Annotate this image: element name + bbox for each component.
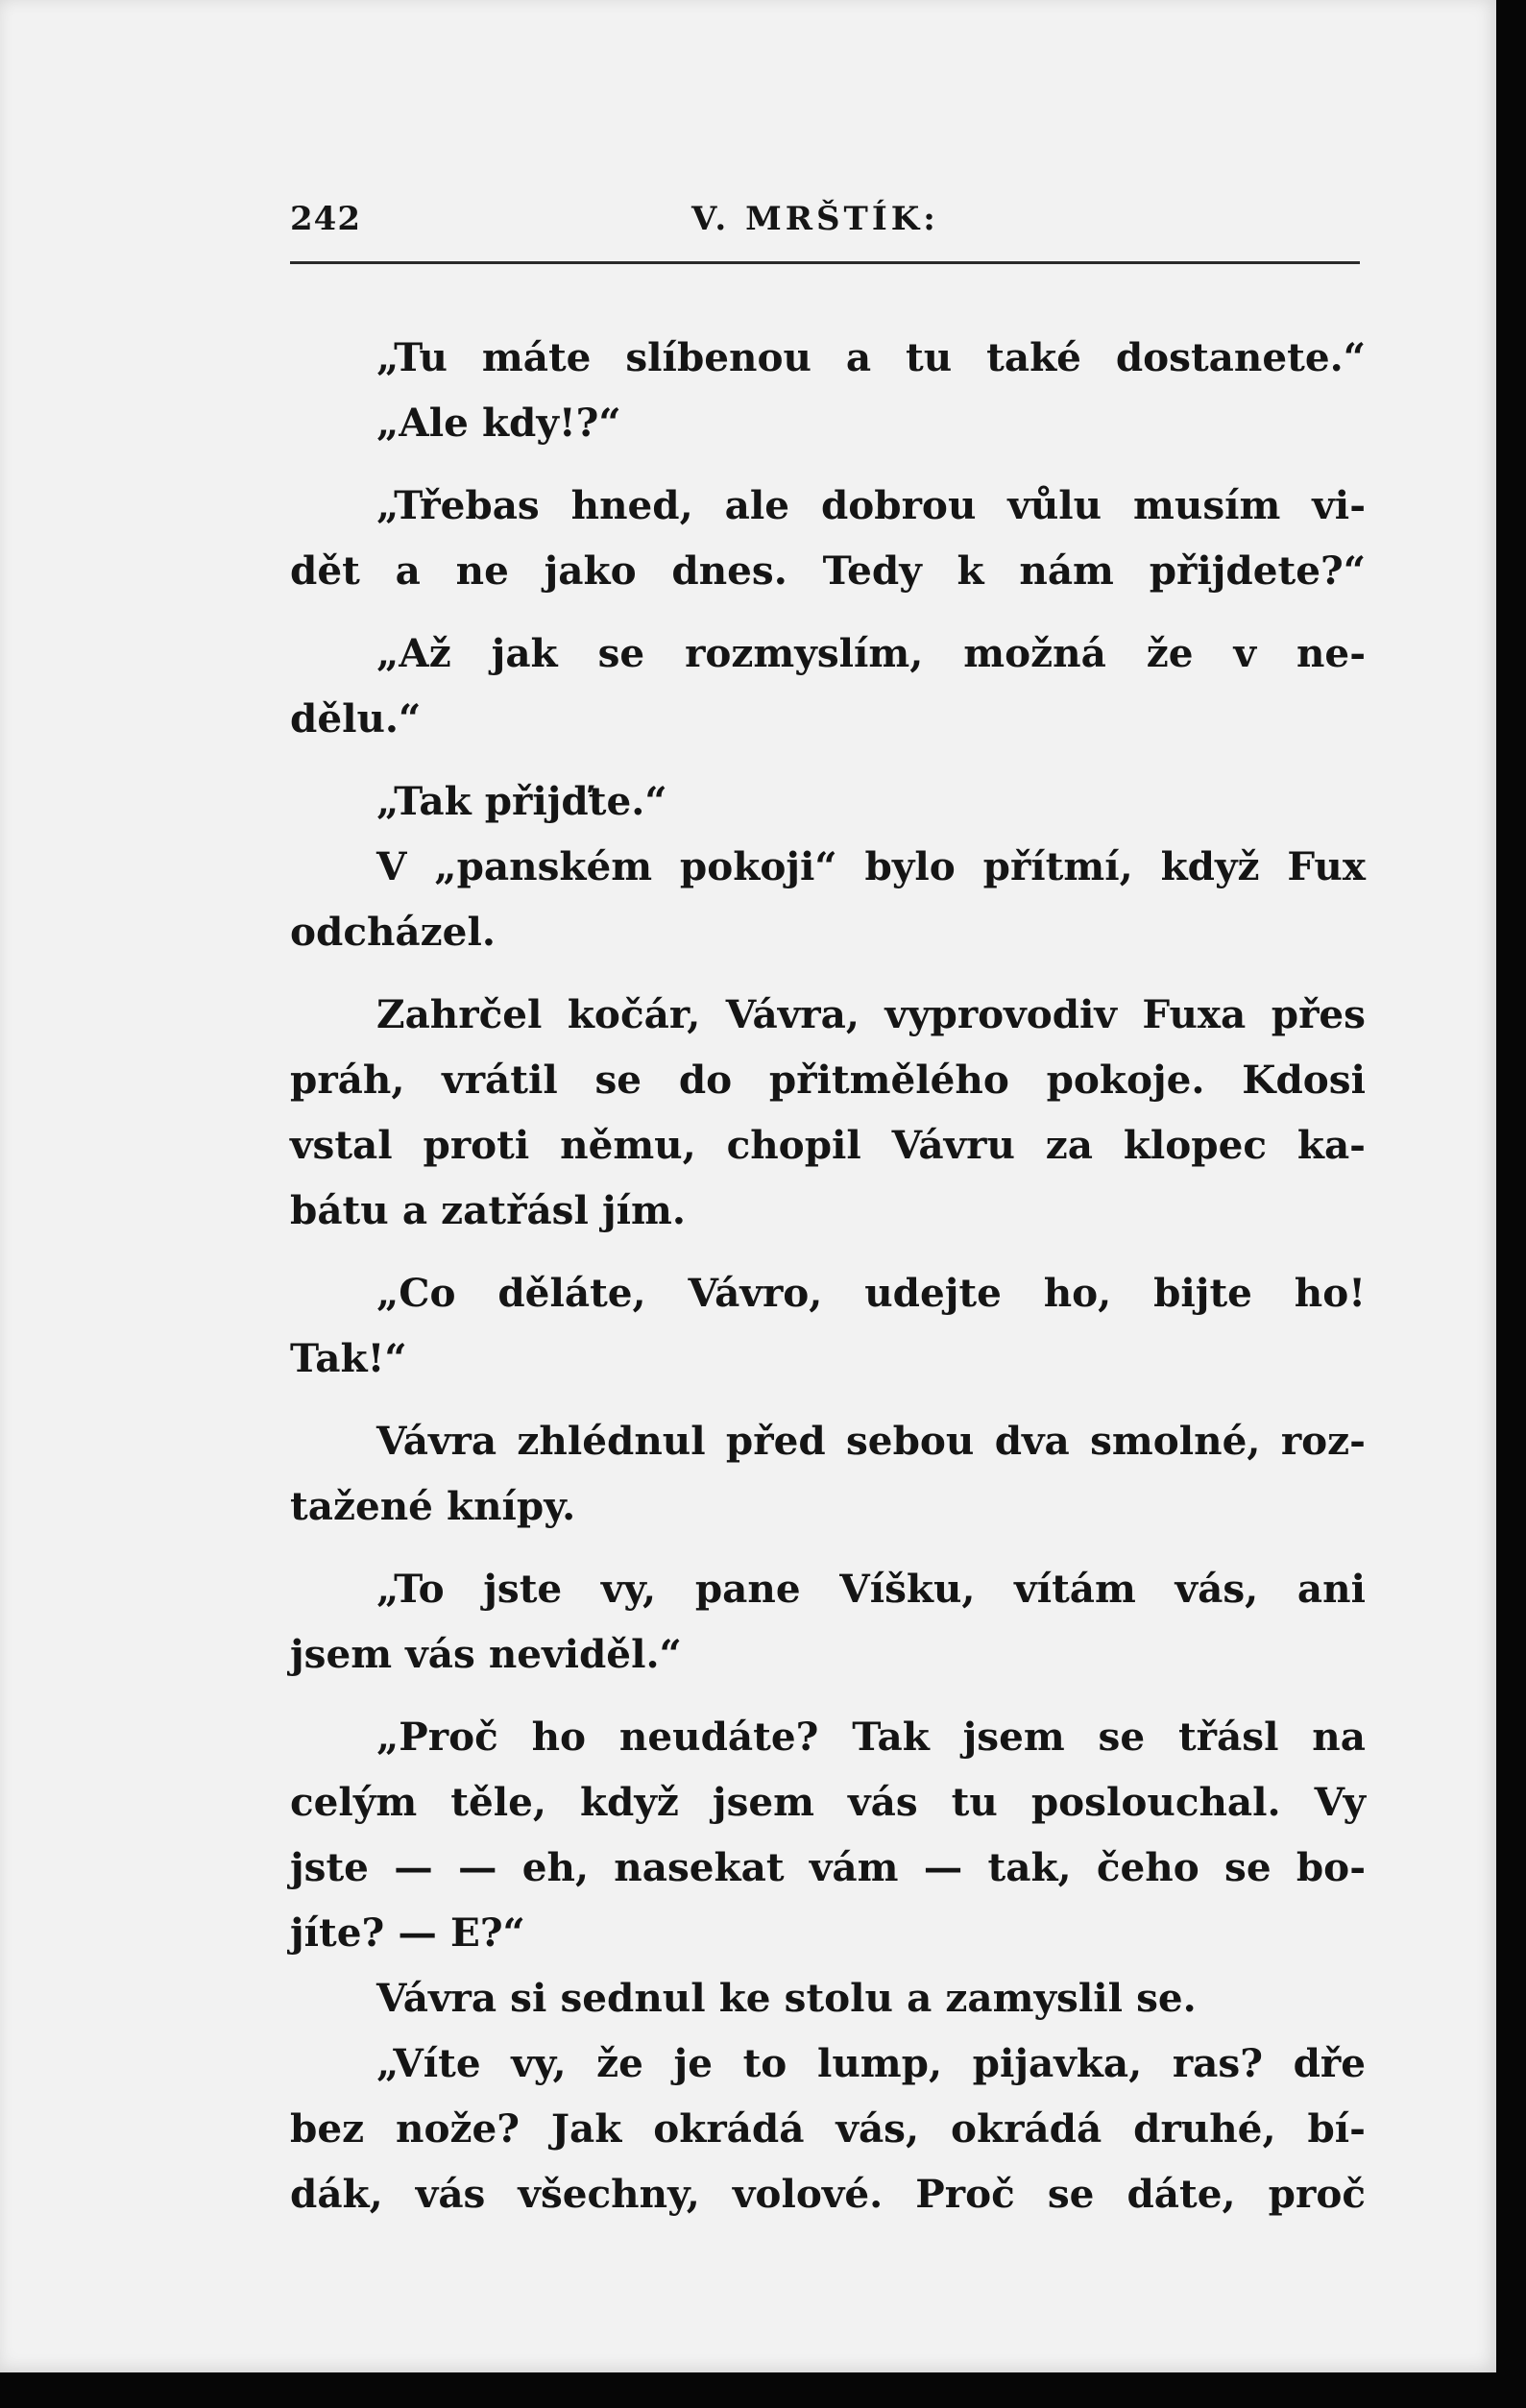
text-line: dělu.“ bbox=[290, 695, 422, 742]
text-line: „Co děláte, Vávro, udejte ho, bijte ho! bbox=[376, 1270, 1366, 1316]
text-line: „Až jak se rozmyslím, možná že v ne- bbox=[376, 630, 1366, 676]
text-line: „Třebas hned, ale dobrou vůlu musím vi- bbox=[376, 482, 1366, 528]
text-line: bez nože? Jak okrádá vás, okrádá druhé, bí- bbox=[290, 2105, 1366, 2152]
text-line: jsem vás neviděl.“ bbox=[290, 1631, 682, 1677]
text-line: „Tak přijďte.“ bbox=[376, 778, 667, 824]
text-line: dět a ne jako dnes. Tedy k nám přijdete?“ bbox=[290, 547, 1366, 594]
text-line: vstal proti němu, chopil Vávru za klopec ka- bbox=[290, 1122, 1366, 1168]
text-line: Vávra zhlédnul před sebou dva smolné, roz- bbox=[376, 1418, 1366, 1464]
text-line: odcházel. bbox=[290, 909, 496, 955]
text-line: Zahrčel kočár, Vávra, vyprovodiv Fuxa přes bbox=[376, 991, 1366, 1037]
text-line: práh, vrátil se do přitmělého pokoje. Kdosi bbox=[290, 1057, 1366, 1103]
text-line: „To jste vy, pane Víšku, vítám vás, ani bbox=[376, 1566, 1366, 1612]
body-text bbox=[290, 325, 1366, 2226]
page-header bbox=[290, 200, 1358, 248]
page-number: 242 bbox=[290, 200, 361, 238]
text-line: „Ale kdy!?“ bbox=[376, 400, 621, 446]
text-line: jste — — eh, nasekat vám — tak, čeho se bo- bbox=[290, 1844, 1366, 1890]
text-line: Tak!“ bbox=[290, 1335, 407, 1381]
text-line: „Víte vy, že je to lump, pijavka, ras? dře bbox=[376, 2040, 1366, 2086]
text-line: „Proč ho neudáte? Tak jsem se třásl na bbox=[376, 1714, 1366, 1760]
text-line: „Tu máte slíbenou a tu také dostanete.“ bbox=[376, 334, 1366, 380]
scan-border-right bbox=[1496, 0, 1526, 2408]
text-line: dák, vás všechny, volové. Proč se dáte, proč bbox=[290, 2171, 1366, 2217]
text-line: jíte? — E?“ bbox=[290, 1909, 525, 1956]
text-line: celým těle, když jsem vás tu poslouchal. Vy bbox=[290, 1779, 1366, 1825]
running-head: V. MRŠTÍK: bbox=[691, 200, 939, 238]
text-line: tažené knípy. bbox=[290, 1483, 576, 1529]
scan-border-bottom bbox=[0, 2372, 1526, 2408]
text-line: Vávra si sednul ke stolu a zamyslil se. bbox=[376, 1975, 1197, 2021]
text-line: V „panském pokoji“ bylo přítmí, když Fux bbox=[376, 843, 1366, 889]
text-line: bátu a zatřásl jím. bbox=[290, 1187, 686, 1233]
header-rule bbox=[290, 261, 1360, 264]
